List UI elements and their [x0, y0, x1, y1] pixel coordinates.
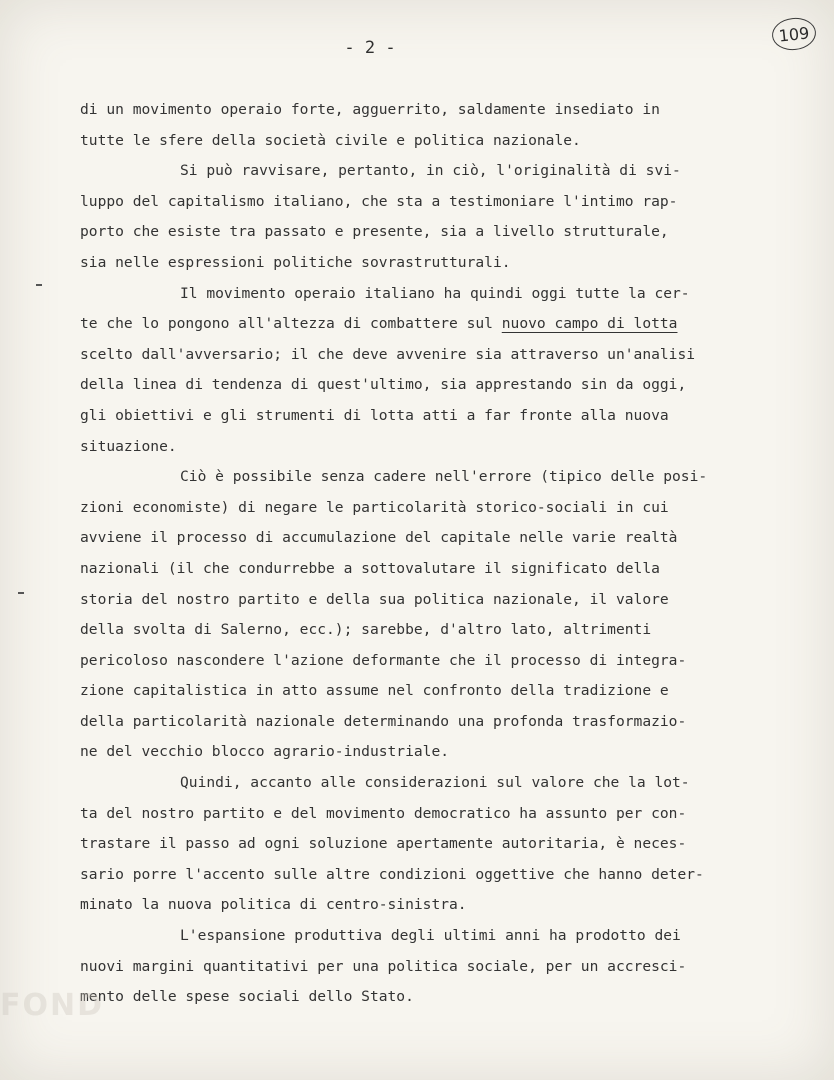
- margin-mark: [18, 592, 24, 594]
- text-line: scelto dall'avversario; il che deve avvenire sia attraverso un'analisi: [80, 345, 696, 363]
- text-line: avviene il processo di accumulazione del capitale nelle varie realtà: [80, 529, 678, 547]
- body-text: [80, 95, 780, 1013]
- page-number: - 2 -: [344, 38, 396, 58]
- text-line: tutte le sfere della società civile e politica nazionale.: [80, 131, 581, 149]
- text-line: Ciò è possibile senza cadere nell'errore (tipico delle posi-: [180, 468, 708, 486]
- text-line: porto che esiste tra passato e presente, sia a livello strutturale,: [80, 223, 669, 241]
- text-line: situazione.: [80, 437, 177, 455]
- text-line: ne del vecchio blocco agrario-industriale.: [80, 743, 450, 761]
- text-line: nazionali (il che condurrebbe a sottovalutare il significato della: [80, 559, 660, 577]
- text-line: nuovi margini quantitativi per una politica sociale, per un accresci-: [80, 957, 687, 975]
- text-line: storia del nostro partito e della sua politica nazionale, il valore: [80, 590, 669, 608]
- watermark: FOND: [0, 988, 105, 1023]
- text-line: della linea di tendenza di quest'ultimo, sia apprestando sin da oggi,: [80, 376, 687, 394]
- text-line: zioni economiste) di negare le particolarità storico-sociali in cui: [80, 498, 669, 516]
- text-line: gli obiettivi e gli strumenti di lotta atti a far fronte alla nuova: [80, 406, 669, 424]
- folio-stamp: 109: [770, 16, 817, 52]
- text-line: L'espansione produttiva degli ultimi anni ha prodotto dei: [180, 927, 681, 945]
- text-line: [80, 309, 780, 340]
- text-line: pericoloso nascondere l'azione deformante che il processo di integra-: [80, 651, 687, 669]
- margin-mark: [36, 284, 42, 286]
- text-line: della particolarità nazionale determinando una profonda trasformazio-: [80, 712, 687, 730]
- text-line: Si può ravvisare, pertanto, in ciò, l'originalità di svi-: [180, 162, 681, 180]
- underlined-phrase: nuovo campo di lotta: [501, 315, 678, 333]
- text-line: sario porre l'accento sulle altre condizioni oggettive che hanno deter-: [80, 865, 704, 883]
- text-segment: te che lo pongono all'altezza di combattere sul: [80, 315, 502, 333]
- text-line: della svolta di Salerno, ecc.); sarebbe, d'altro lato, altrimenti: [80, 621, 652, 639]
- text-line: di un movimento operaio forte, agguerrito, saldamente insediato in: [80, 101, 660, 118]
- text-line: zione capitalistica in atto assume nel confronto della tradizione e: [80, 682, 669, 700]
- text-line: Quindi, accanto alle considerazioni sul valore che la lot-: [180, 774, 690, 792]
- text-line: luppo del capitalismo italiano, che sta a testimoniare l'intimo rap-: [80, 192, 678, 210]
- text-line: minato la nuova politica di centro-sinistra.: [80, 896, 467, 914]
- text-line: mento delle spese sociali dello Stato.: [80, 988, 414, 1006]
- text-line: ta del nostro partito e del movimento democratico ha assunto per con-: [80, 804, 687, 822]
- text-line: Il movimento operaio italiano ha quindi oggi tutte la cer-: [180, 284, 690, 302]
- text-line: sia nelle espressioni politiche sovrastrutturali.: [80, 253, 511, 271]
- text-line: trastare il passo ad ogni soluzione apertamente autoritaria, è neces-: [80, 835, 687, 853]
